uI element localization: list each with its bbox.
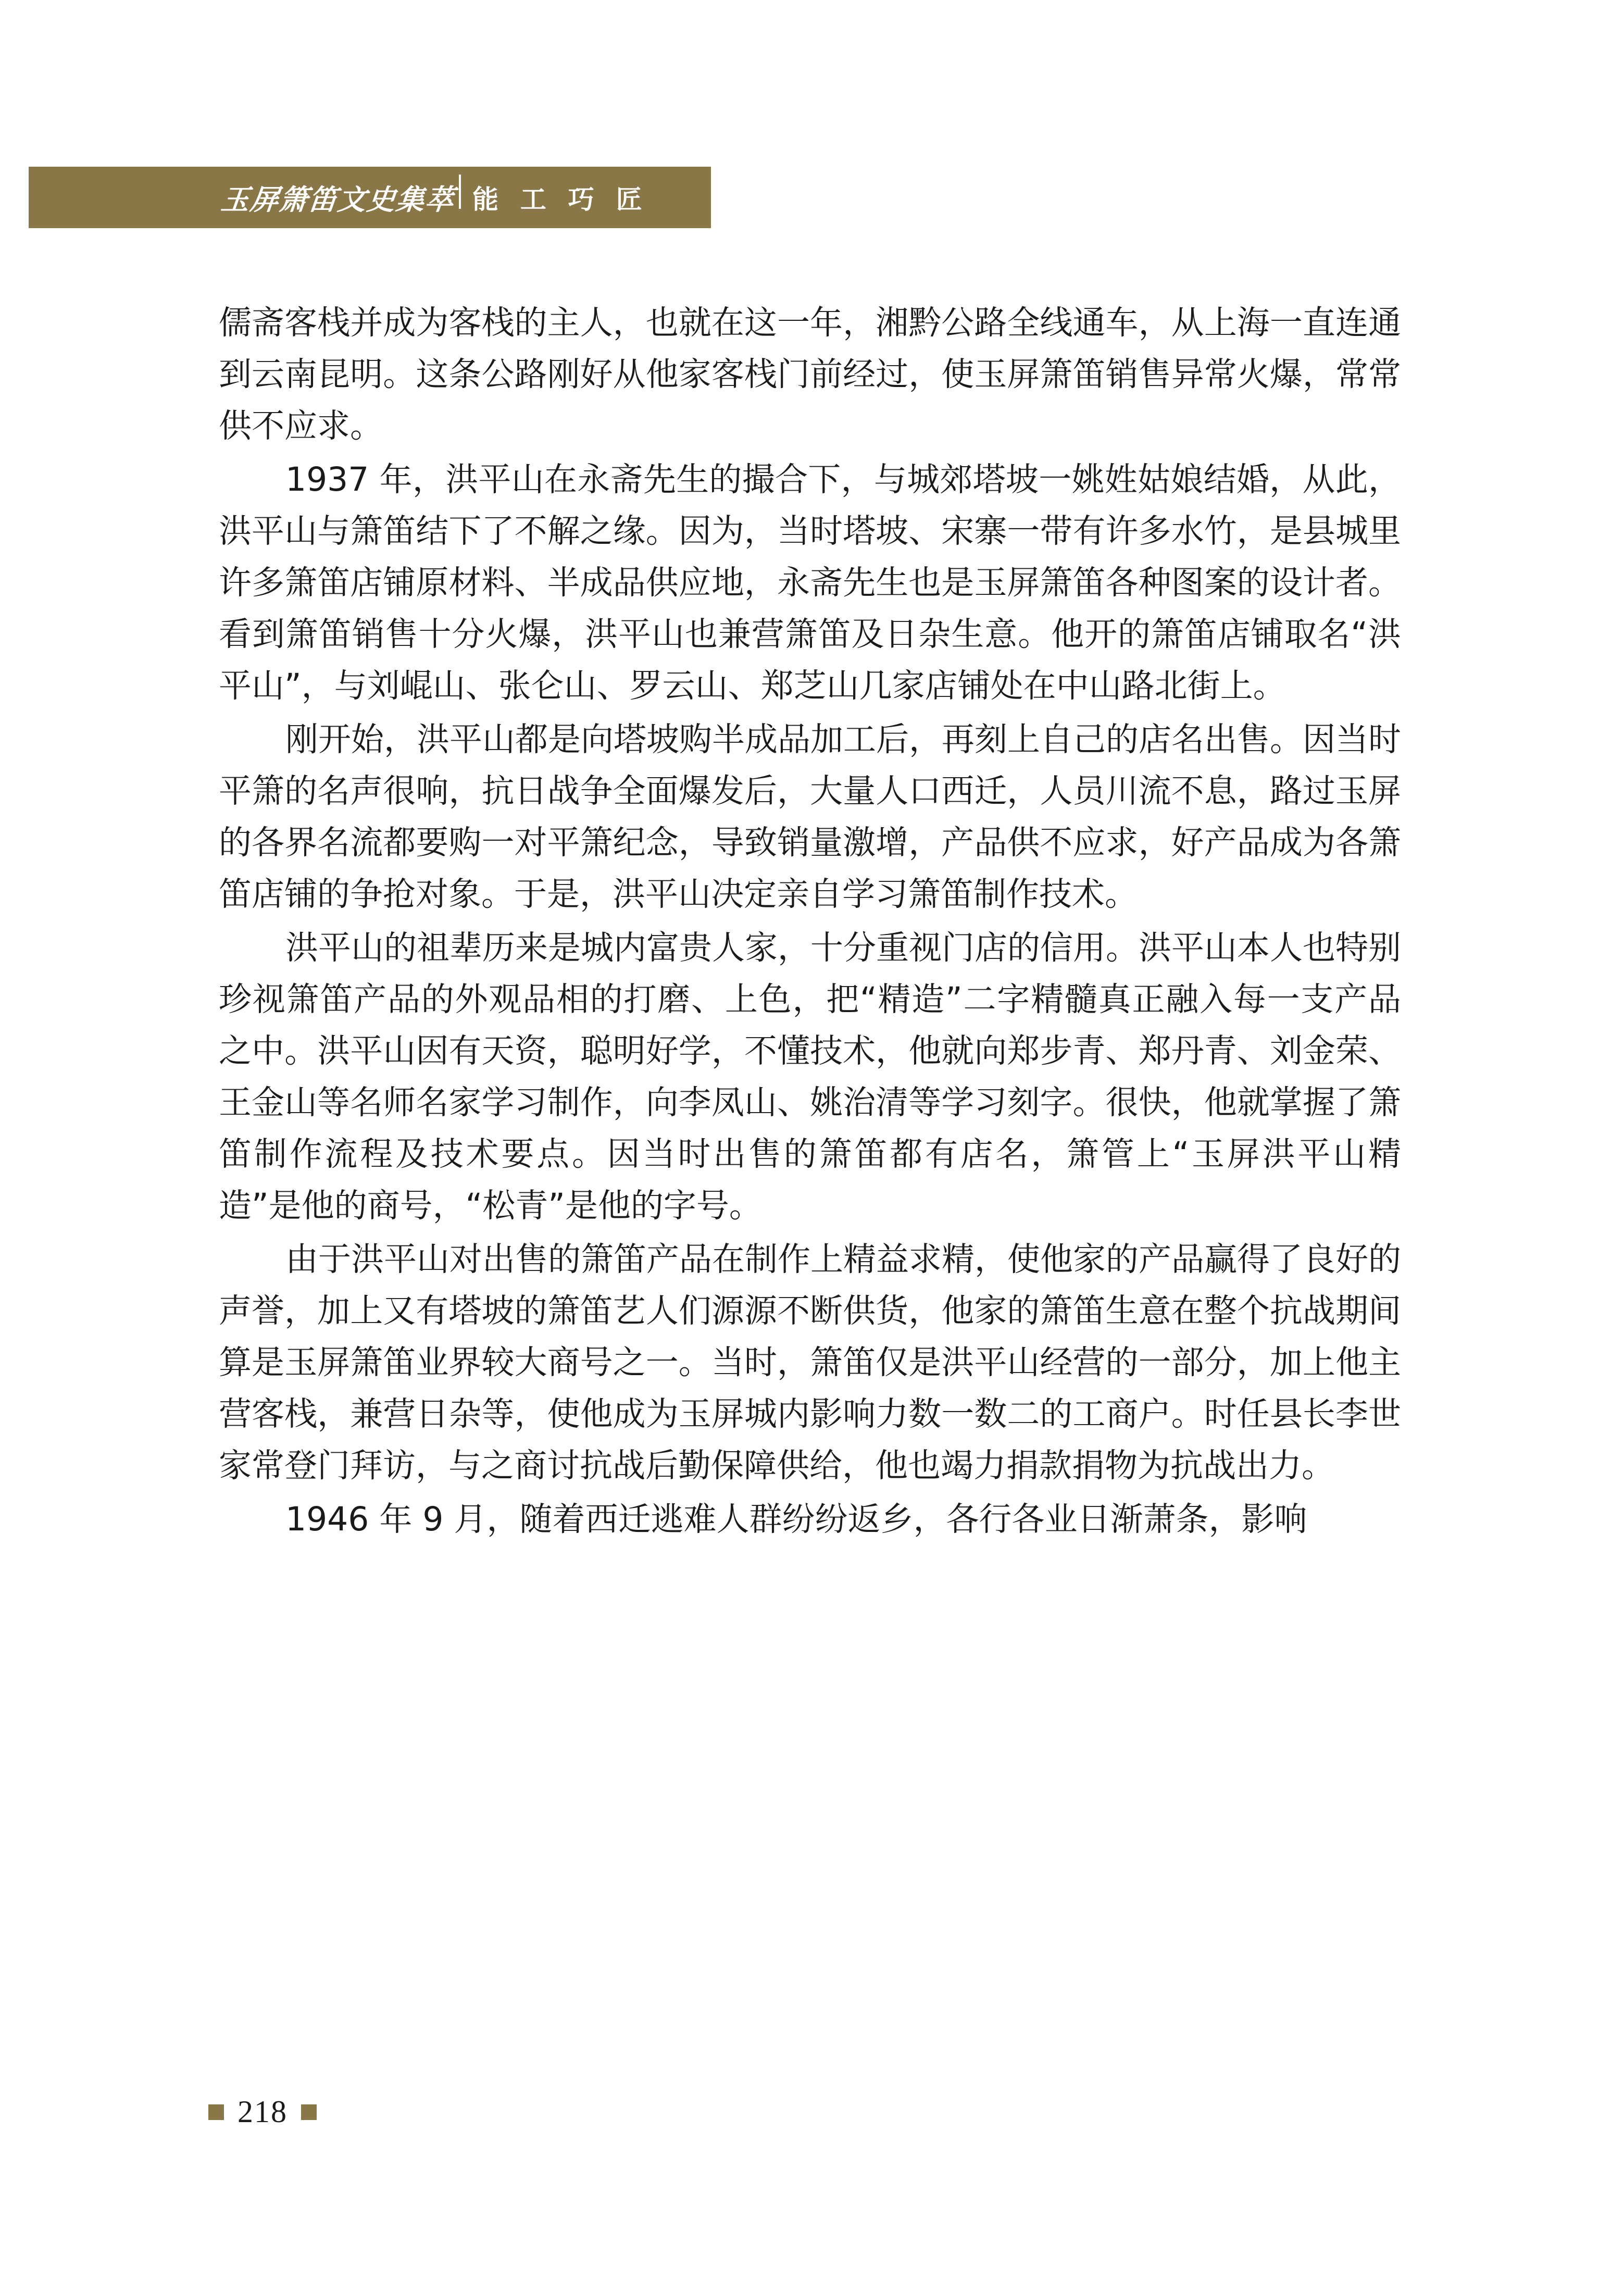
paragraph: 刚开始，洪平山都是向塔坡购半成品加工后，再刻上自己的店名出售。因当时平箫的名声很响，抗日战争全面爆发后，大量人口西迁，人员川流不息，路过玉屏的各界名流都要购一对平箫纪念，导致销量激增，产品供不应求，好产品成为各箫笛店铺的争抢对象。于是，洪平山决定亲自学习箫笛制作技术。: [219, 720, 1401, 913]
page-header-band: [29, 167, 716, 228]
paragraph: 1946 年 9 月，随着西迁逃难人群纷纷返乡，各行各业日渐萧条，影响: [285, 1500, 1307, 1538]
page-body: [219, 297, 1401, 1547]
paragraph: 洪平山的祖辈历来是城内富贵人家，十分重视门店的信用。洪平山本人也特别珍视箫笛产品的外观品相的打磨、上色，把“精造”二字精髓真正融入每一支产品之中。洪平山因有天资，聪明好学，不懂技术，他就向郑步青、郑丹青、刘金荣、王金山等名师名家学习制作，向李凤山、姚治清等学习刻字。很快，他就掌握了箫笛制作流程及技术要点。因当时出售的箫笛都有店名，箫管上“玉屏洪平山精造”是他的商号，“松青”是他的字号。: [219, 929, 1401, 1225]
book-title-logo: 玉屏箫笛文史集萃: [219, 184, 456, 216]
folio-ornament-right: [301, 2104, 317, 2120]
paragraph: 由于洪平山对出售的箫笛产品在制作上精益求精，使他家的产品赢得了良好的声誉，加上又有塔坡的箫笛艺人们源源不断供货，他家的箫笛生意在整个抗战期间算是玉屏箫笛业界较大商号之一。当时，箫笛仅是洪平山经营的一部分，加上他主营客栈，兼营日杂等，使他成为玉屏城内影响力数一数二的工商户。时任县长李世家常登门拜访，与之商讨抗战后勤保障供给，他也竭力捐款捐物为抗战出力。: [219, 1240, 1401, 1485]
folio-ornament-left: [208, 2104, 224, 2120]
page-footer: [208, 2094, 317, 2130]
paragraph: 1937 年，洪平山在永斋先生的撮合下，与城郊塔坡一姚姓姑娘结婚，从此，洪平山与箫笛结下了不解之缘。因为，当时塔坡、宋寨一带有许多水竹，是县城里许多箫笛店铺原材料、半成品供应地，永斋先生也是玉屏箫笛各种图案的设计者。看到箫笛销售十分火爆，洪平山也兼营箫笛及日杂生意。他开的箫笛店铺取名“洪平山”，与刘崐山、张仑山、罗云山、郑芝山几家店铺处在中山路北街上。: [219, 460, 1401, 705]
paragraph: 儒斋客栈并成为客栈的主人，也就在这一年，湘黔公路全线通车，从上海一直连通到云南昆明。这条公路刚好从他家客栈门前经过，使玉屏箫笛销售异常火爆，常常供不应求。: [219, 304, 1401, 445]
header-endcap: [711, 167, 716, 228]
page-number: 218: [238, 2095, 288, 2129]
chapter-title: 能 工 巧 匠: [472, 179, 649, 216]
